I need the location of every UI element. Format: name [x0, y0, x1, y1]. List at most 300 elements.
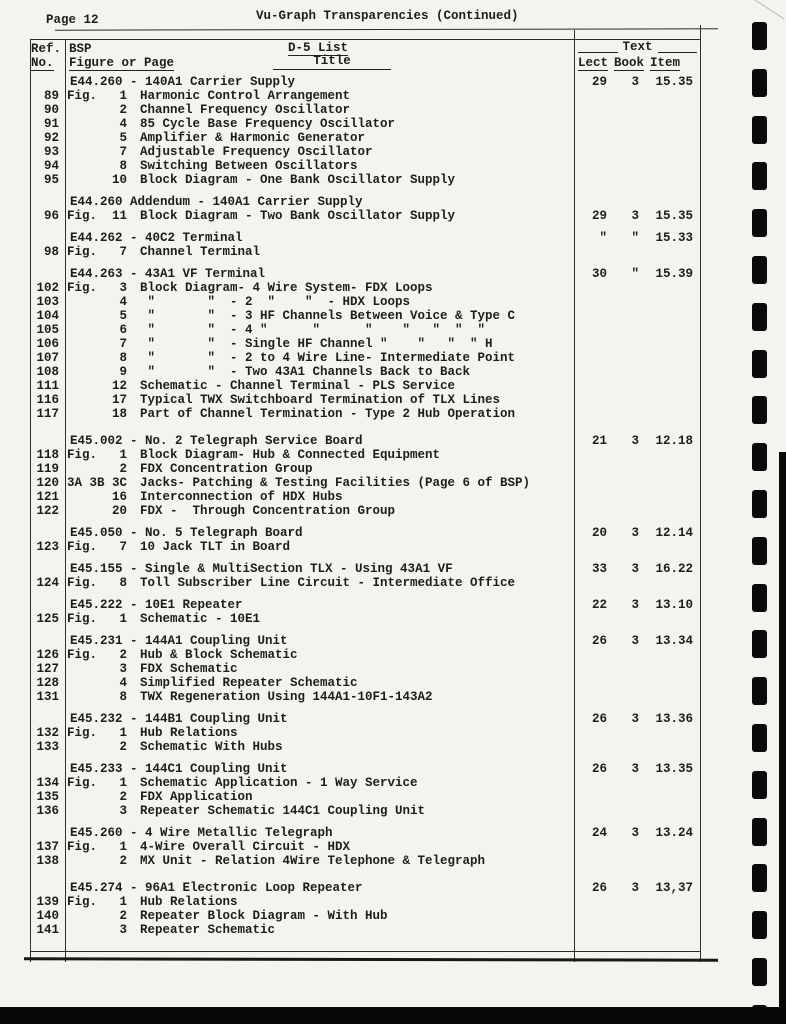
book-cell: [612, 117, 650, 131]
figure-cell: 7: [119, 145, 127, 159]
bsp-code: E44.260 Addendum: [70, 195, 191, 209]
title-cell: 85 Cycle Base Frequency Oscillator: [140, 117, 396, 131]
lect-cell: [574, 323, 612, 337]
header-rule: [55, 28, 718, 30]
book-cell: [612, 923, 650, 937]
item-cell: [650, 909, 700, 923]
binding-mark: [752, 630, 767, 658]
title-cell: Simplified Repeater Schematic: [140, 676, 358, 690]
section-heading-row: [30, 826, 700, 840]
ref-no-cell: [30, 434, 65, 448]
table-row: [30, 776, 700, 790]
ref-no-cell: 104: [36, 309, 59, 323]
lect-cell: ": [599, 231, 607, 245]
item-cell: [650, 476, 700, 490]
item-cell: [650, 690, 700, 704]
col-header-bsp: BSP: [69, 42, 92, 56]
table-row: [30, 476, 700, 490]
ref-no-cell: [30, 598, 65, 612]
ref-no-cell: 93: [43, 145, 59, 159]
lect-cell: [574, 295, 612, 309]
section-heading-row: [30, 562, 700, 576]
col-header-no: No.: [31, 56, 54, 70]
table-row: [30, 323, 700, 337]
table-row: [30, 103, 700, 117]
ref-no-cell: 92: [43, 131, 59, 145]
table-row: [30, 393, 700, 407]
title-cell: Part of Channel Termination - Type 2 Hub Operation: [140, 407, 516, 421]
binding-mark: [752, 490, 767, 518]
item-cell: [650, 895, 700, 909]
title-cell: Hub Relations: [140, 895, 238, 909]
item-cell: [650, 351, 700, 365]
book-cell: [612, 323, 650, 337]
lect-cell: [574, 173, 612, 187]
book-cell: [612, 309, 650, 323]
book-cell: 3: [631, 634, 639, 648]
item-cell: 15.35: [655, 209, 693, 223]
book-cell: [612, 365, 650, 379]
title-cell: 4-Wire Overall Circuit - HDX: [140, 840, 351, 854]
lect-cell: 33: [591, 562, 607, 576]
binding-mark: [752, 256, 767, 284]
bsp-heading-cell: E45.233 - 144C1 Coupling Unit: [70, 762, 288, 776]
book-cell: [612, 490, 650, 504]
ref-no-cell: [30, 75, 65, 89]
item-cell: [650, 448, 700, 462]
figure-cell: 9: [119, 365, 127, 379]
item-cell: [650, 790, 700, 804]
bsp-code: E45.155: [70, 562, 123, 576]
figure-cell: Fig. 1: [66, 895, 127, 909]
title-cell: TWX Regeneration Using 144A1-10F1-143A2: [140, 690, 433, 704]
ref-no-cell: 108: [36, 365, 59, 379]
book-cell: [612, 145, 650, 159]
table-row: [30, 448, 700, 462]
table-row: [30, 379, 700, 393]
figure-cell: 2: [119, 103, 127, 117]
item-cell: [650, 726, 700, 740]
table-row: [30, 462, 700, 476]
table-row: [30, 490, 700, 504]
ref-no-cell: 120: [36, 476, 59, 490]
ref-no-cell: 96: [43, 209, 59, 223]
book-cell: [612, 281, 650, 295]
item-cell: 13.24: [655, 826, 693, 840]
lect-cell: 20: [591, 526, 607, 540]
bsp-code: E44.263: [70, 267, 123, 281]
ref-no-cell: 119: [36, 462, 59, 476]
lect-cell: [574, 740, 612, 754]
ref-no-cell: 136: [36, 804, 59, 818]
table-row: [30, 648, 700, 662]
lect-cell: [574, 804, 612, 818]
binding-mark: [752, 350, 767, 378]
title-cell: Repeater Schematic 144C1 Coupling Unit: [140, 804, 426, 818]
figure-cell: Fig. 1: [66, 612, 127, 626]
item-cell: [650, 281, 700, 295]
ref-no-cell: 106: [36, 337, 59, 351]
table-row: [30, 909, 700, 923]
figure-cell: 4: [119, 117, 127, 131]
item-cell: [650, 840, 700, 854]
table-row: [30, 309, 700, 323]
item-cell: [650, 195, 700, 209]
bsp-heading-cell: E45.232 - 144B1 Coupling Unit: [70, 712, 288, 726]
lect-cell: [574, 351, 612, 365]
figure-cell: Fig. 7: [66, 245, 127, 259]
book-cell: [612, 159, 650, 173]
item-cell: [650, 676, 700, 690]
scan-edge-bottom: [0, 1007, 786, 1024]
binding-mark: [752, 958, 767, 986]
table-row: [30, 337, 700, 351]
title-cell: Harmonic Control Arrangement: [140, 89, 351, 103]
book-cell: [612, 476, 650, 490]
ref-no-cell: 105: [36, 323, 59, 337]
item-cell: 13,37: [655, 881, 693, 895]
figure-cell: Fig. 1: [66, 726, 127, 740]
ref-no-cell: [30, 526, 65, 540]
figure-cell: Fig. 2: [66, 648, 127, 662]
table-row: [30, 676, 700, 690]
lect-cell: [574, 504, 612, 518]
section-heading-row: [30, 712, 700, 726]
figure-cell: 3A 3B 3C: [66, 476, 127, 490]
bsp-code: E45.002: [70, 434, 123, 448]
book-cell: [612, 195, 650, 209]
title-cell: Block Diagram- 4 Wire System- FDX Loops: [140, 281, 433, 295]
lect-cell: [574, 103, 612, 117]
ref-no-cell: 131: [36, 690, 59, 704]
ref-no-cell: 134: [36, 776, 59, 790]
book-cell: [612, 676, 650, 690]
binding-mark: [752, 677, 767, 705]
table-row: [30, 117, 700, 131]
lect-cell: [574, 145, 612, 159]
ref-no-cell: 107: [36, 351, 59, 365]
book-cell: [612, 337, 650, 351]
lect-cell: [574, 662, 612, 676]
ref-no-cell: [30, 881, 65, 895]
page-number: Page 12: [46, 13, 99, 27]
book-cell: [612, 540, 650, 554]
bsp-heading-cell: E44.262 - 40C2 Terminal: [70, 231, 243, 245]
lect-cell: [574, 612, 612, 626]
figure-cell: 2: [119, 790, 127, 804]
lect-cell: [574, 131, 612, 145]
page-title: Vu-Graph Transparencies (Continued): [256, 9, 519, 23]
title-cell: Schematic - Channel Terminal - PLS Service: [140, 379, 456, 393]
table-row: [30, 173, 700, 187]
item-cell: 13.34: [655, 634, 693, 648]
ref-no-cell: 102: [36, 281, 59, 295]
title-cell: Repeater Schematic: [140, 923, 276, 937]
ref-no-cell: 91: [43, 117, 59, 131]
title-cell: Block Diagram - One Bank Oscillator Supply: [140, 173, 456, 187]
lect-cell: [574, 407, 612, 421]
ref-no-cell: [30, 195, 65, 209]
title-cell: " " - 4 " " " " " " ": [140, 323, 486, 337]
ref-no-cell: 140: [36, 909, 59, 923]
title-cell: " " - 3 HF Channels Between Voice & Type C: [140, 309, 516, 323]
book-cell: [612, 89, 650, 103]
item-cell: [650, 337, 700, 351]
lect-cell: 26: [591, 881, 607, 895]
ref-no-cell: [30, 267, 65, 281]
figure-cell: Fig. 1: [66, 776, 127, 790]
item-cell: [650, 648, 700, 662]
binding-mark: [752, 584, 767, 612]
ref-no-cell: [30, 826, 65, 840]
book-cell: [612, 131, 650, 145]
item-cell: [650, 173, 700, 187]
item-cell: [650, 117, 700, 131]
section-heading-row: [30, 762, 700, 776]
lect-cell: [574, 393, 612, 407]
binding-mark: [752, 116, 767, 144]
figure-cell: 8: [119, 351, 127, 365]
section-heading-row: [30, 881, 700, 895]
lect-cell: [574, 676, 612, 690]
bsp-heading-cell: E45.231 - 144A1 Coupling Unit: [70, 634, 288, 648]
text-header-rule-right: [658, 52, 698, 53]
title-cell: " " - Two 43A1 Channels Back to Back: [140, 365, 471, 379]
book-cell: 3: [631, 762, 639, 776]
table-row: [30, 576, 700, 590]
item-cell: [650, 103, 700, 117]
table-row: [30, 245, 700, 259]
figure-cell: 4: [119, 295, 127, 309]
title-cell: Adjustable Frequency Oscillator: [140, 145, 373, 159]
ref-no-cell: 116: [36, 393, 59, 407]
title-cell: Block Diagram - Two Bank Oscillator Supply: [140, 209, 456, 223]
title-cell: FDX - Through Concentration Group: [140, 504, 396, 518]
bsp-heading-cell: E45.274 - 96A1 Electronic Loop Repeater: [70, 881, 363, 895]
book-cell: 3: [631, 712, 639, 726]
ref-no-cell: 121: [36, 490, 59, 504]
item-cell: [650, 462, 700, 476]
lect-cell: 26: [591, 712, 607, 726]
book-cell: 3: [631, 526, 639, 540]
title-cell: 10 Jack TLT in Board: [140, 540, 291, 554]
title-cell: Switching Between Oscillators: [140, 159, 358, 173]
lect-cell: [574, 448, 612, 462]
binding-mark: [752, 162, 767, 190]
table-row: [30, 159, 700, 173]
figure-cell: Fig. 1: [66, 840, 127, 854]
book-cell: 3: [631, 434, 639, 448]
figure-cell: 5: [119, 309, 127, 323]
lect-cell: [574, 281, 612, 295]
lect-cell: 26: [591, 762, 607, 776]
table-row: [30, 612, 700, 626]
item-cell: [650, 323, 700, 337]
section-heading-row: [30, 267, 700, 281]
figure-cell: 2: [119, 909, 127, 923]
col-header-lect: Lect: [578, 56, 609, 70]
text-header-label: Text: [622, 40, 653, 54]
book-cell: [612, 173, 650, 187]
bsp-code: E45.222: [70, 598, 123, 612]
title-cell: Schematic With Hubs: [140, 740, 283, 754]
title-cell: FDX Application: [140, 790, 253, 804]
ref-no-cell: 89: [43, 89, 59, 103]
table-row: [30, 295, 700, 309]
item-cell: 15.35: [655, 75, 693, 89]
item-cell: [650, 393, 700, 407]
bsp-heading-cell: E45.260 - 4 Wire Metallic Telegraph: [70, 826, 333, 840]
table-body: [30, 75, 700, 937]
ref-no-cell: 94: [43, 159, 59, 173]
book-cell: [612, 462, 650, 476]
table-row: [30, 281, 700, 295]
binding-mark: [752, 22, 767, 50]
table-bottom-rule: [30, 951, 700, 952]
item-cell: [650, 365, 700, 379]
lect-cell: [574, 159, 612, 173]
item-cell: [650, 490, 700, 504]
book-cell: [612, 103, 650, 117]
book-cell: [612, 790, 650, 804]
bsp-heading-cell: E45.222 - 10E1 Repeater: [70, 598, 243, 612]
section-heading-row: [30, 634, 700, 648]
lect-cell: [574, 790, 612, 804]
ref-no-cell: 117: [36, 407, 59, 421]
title-cell: " " - 2 " " - HDX Loops: [140, 295, 411, 309]
lect-cell: 24: [591, 826, 607, 840]
book-cell: 3: [631, 562, 639, 576]
book-cell: [612, 726, 650, 740]
ref-no-cell: 95: [43, 173, 59, 187]
ref-no-cell: 90: [43, 103, 59, 117]
ref-no-cell: 98: [43, 245, 59, 259]
title-cell: " " - Single HF Channel " " " " H: [140, 337, 493, 351]
title-cell: Interconnection of HDX Hubs: [140, 490, 343, 504]
figure-cell: 4: [119, 676, 127, 690]
book-cell: [612, 245, 650, 259]
lect-cell: [574, 309, 612, 323]
col-header-item: Item: [650, 56, 681, 70]
book-cell: [612, 648, 650, 662]
book-cell: [612, 448, 650, 462]
title-cell: Repeater Block Diagram - With Hub: [140, 909, 388, 923]
lect-cell: [574, 117, 612, 131]
item-cell: [650, 245, 700, 259]
title-cell: Toll Subscriber Line Circuit - Intermediate Office: [140, 576, 516, 590]
item-cell: [650, 407, 700, 421]
item-cell: [650, 295, 700, 309]
item-cell: [650, 379, 700, 393]
table-row: [30, 365, 700, 379]
figure-cell: Fig. 11: [66, 209, 127, 223]
table-bottom-heavy-rule: [24, 957, 718, 961]
item-cell: [650, 309, 700, 323]
book-cell: [612, 407, 650, 421]
binding-mark: [752, 303, 767, 331]
col-header-book: Book: [614, 56, 645, 70]
title-cell: Schematic Application - 1 Way Service: [140, 776, 418, 790]
section-heading-row: [30, 434, 700, 448]
table-row: [30, 540, 700, 554]
binding-mark: [752, 724, 767, 752]
table-row: [30, 209, 700, 223]
item-cell: 15.33: [655, 231, 693, 245]
item-cell: 13.36: [655, 712, 693, 726]
ref-no-cell: 128: [36, 676, 59, 690]
item-cell: 13.35: [655, 762, 693, 776]
item-cell: 12.18: [655, 434, 693, 448]
figure-cell: 2: [119, 740, 127, 754]
section-heading-row: [30, 231, 700, 245]
item-cell: [650, 854, 700, 868]
item-cell: [650, 804, 700, 818]
table-row: [30, 351, 700, 365]
bsp-heading-cell: E44.263 - 43A1 VF Terminal: [70, 267, 266, 281]
table-row: [30, 662, 700, 676]
figure-cell: Fig. 7: [66, 540, 127, 554]
figure-cell: 16: [111, 490, 127, 504]
title-cell: Channel Terminal: [140, 245, 261, 259]
table-row: [30, 804, 700, 818]
ref-no-cell: 103: [36, 295, 59, 309]
lect-cell: 26: [591, 634, 607, 648]
book-cell: 3: [631, 598, 639, 612]
table-row: [30, 131, 700, 145]
book-cell: [612, 690, 650, 704]
title-cell: Block Diagram- Hub & Connected Equipment: [140, 448, 441, 462]
ref-no-cell: 111: [36, 379, 59, 393]
binding-mark: [752, 209, 767, 237]
item-cell: 16.22: [655, 562, 693, 576]
title-cell: Channel Frequency Oscillator: [140, 103, 351, 117]
lect-cell: [574, 89, 612, 103]
figure-cell: Fig. 3: [66, 281, 127, 295]
item-cell: [650, 145, 700, 159]
book-cell: ": [631, 231, 639, 245]
book-cell: [612, 295, 650, 309]
title-cell: Schematic - 10E1: [140, 612, 261, 626]
binding-mark: [752, 771, 767, 799]
lect-cell: [574, 840, 612, 854]
ref-no-cell: 135: [36, 790, 59, 804]
ref-no-cell: 122: [36, 504, 59, 518]
ref-no-cell: [30, 634, 65, 648]
binding-mark: [752, 911, 767, 939]
ref-no-cell: 137: [36, 840, 59, 854]
ref-no-cell: 123: [36, 540, 59, 554]
lect-cell: [574, 476, 612, 490]
lect-cell: [574, 690, 612, 704]
ref-no-cell: 124: [36, 576, 59, 590]
lect-cell: [574, 576, 612, 590]
table-row: [30, 740, 700, 754]
ref-no-cell: 125: [36, 612, 59, 626]
binding-mark: [752, 69, 767, 97]
figure-cell: 17: [111, 393, 127, 407]
book-cell: 3: [631, 881, 639, 895]
item-cell: 13.10: [655, 598, 693, 612]
col-header-figure-or-page: Figure or Page: [69, 56, 175, 70]
ref-no-cell: 118: [36, 448, 59, 462]
bsp-code: E44.260: [70, 75, 123, 89]
book-cell: [612, 854, 650, 868]
col-header-d5-list: D-5 List: [288, 41, 349, 55]
col-header-title: Title: [273, 54, 391, 70]
bsp-code: E45.050: [70, 526, 123, 540]
col-header-ref: Ref.: [31, 42, 62, 56]
title-cell: Amplifier & Harmonic Generator: [140, 131, 366, 145]
